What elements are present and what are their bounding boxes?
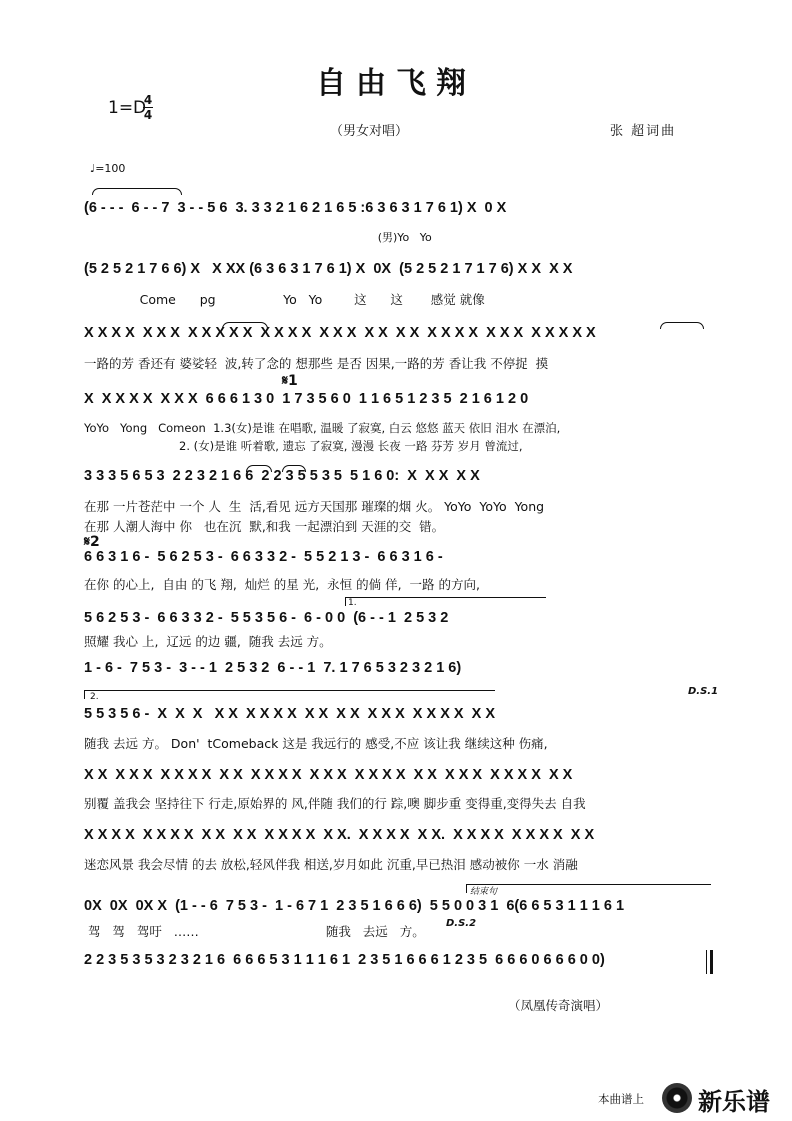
segno-2-mark: 𝄋2 — [84, 534, 100, 550]
slur-arc — [660, 322, 704, 329]
lyrics-row-10: 别覆 盖我会 坚持往下 行走,原始界的 风,伴随 我们的行 踪,噢 脚步重 变得重,变得失去 自我 — [84, 796, 586, 811]
time-signature-top: 4 — [143, 93, 153, 107]
notation-row-4: X X X X X X X X 6 6 6 1 3 0 1 7 3 5 6 0 1 1 6 5 1 2 3 5 2 1 6 1 2 0 — [84, 391, 529, 407]
segno-1-mark: 𝄋1 — [282, 373, 298, 389]
notation-row-8: 1 - 6 - 7 5 3 - 3 - - 1 2 5 3 2 6 - - 1 7. 1 7 6 5 3 2 3 2 1 6) — [84, 660, 462, 676]
slur-arc — [246, 465, 272, 472]
lyrics-row-9: 随我 去远 方。 Don' tComeback 这是 我远行的 感受,不应 该让我 继续这种 伤痛, — [84, 736, 548, 751]
lyrics-row-11: 迷恋风景 我会尽情 的去 放松,轻风伴我 相送,岁月如此 沉重,早已热泪 感动被你 一水 消融 — [84, 857, 578, 872]
vinyl-record-icon — [662, 1083, 692, 1113]
notation-row-12: 0X 0X 0X X (1 - - 6 7 5 3 - 1 - 6 7 1 2 3 5 1 6 6 6) 5 5 0 0 3 1 6(6 6 5 3 1 1 1 6 1 — [84, 898, 625, 914]
slur-arc — [92, 188, 182, 195]
lyrics-row-4: YoYo Yong Comeon 1.3(女)是谁 在唱歌, 温暖 了寂寞, 白云 悠悠 蓝天 依旧 泪水 在漂泊, — [84, 421, 561, 435]
notation-row-2: (5 2 5 2 1 7 6 6) X X XX (6 3 6 3 1 7 6 1) X 0X (5 2 5 2 1 7 1 7 6) X X X X — [84, 261, 573, 277]
slur-arc — [282, 465, 306, 472]
coda-label: 结束句 — [470, 887, 498, 897]
brand-logo-text: 新乐谱 — [698, 1088, 770, 1116]
lyrics-row-2: Come pg Yo Yo 这 这 感觉 就像 — [84, 292, 485, 307]
lyrics-row-4b: 2. (女)是谁 听着歌, 遗忘 了寂寞, 漫漫 长夜 一路 芬芳 岁月 曾流过, — [84, 439, 523, 453]
lyrics-row-1: (男)Yo Yo — [84, 231, 432, 244]
lyrics-row-7: 照耀 我心 上, 辽远 的边 疆, 随我 去远 方。 — [84, 634, 332, 649]
composer-credit: 张 超词曲 — [610, 124, 677, 139]
song-title: 自由飞翔 — [316, 66, 476, 101]
ending-1-mark: 1. — [348, 598, 357, 608]
notation-row-7: 5 6 2 5 3 - 6 6 3 3 2 - 5 5 3 5 6 - 6 - 0 0 (6 - - 1 2 5 3 2 — [84, 610, 449, 626]
notation-row-13: 2 2 3 5 3 5 3 2 3 2 1 6 6 6 6 5 3 1 1 1 6 1 2 3 5 1 6 6 6 1 2 3 5 6 6 6 0 6 6 6 0 0) — [84, 952, 605, 968]
lyrics-row-6: 在你 的心上, 自由 的飞 翔, 灿烂 的星 光, 永恒 的倘 佯, 一路 的方向, — [84, 577, 480, 592]
subtitle: （男女对唱） — [330, 124, 409, 139]
key-signature: 1=D — [108, 98, 147, 118]
time-signature — [143, 94, 153, 121]
ds2-mark: D.S.2 — [446, 918, 477, 929]
lyrics-row-5b: 在那 人潮人海中 你 也在沉 默,和我 一起漂泊到 天涯的交 错。 — [84, 519, 445, 534]
lyrics-row-5: 在那 一片苍茫中 一个 人 生 活,看见 远方天国那 璀璨的烟 火。 YoYo YoYo Yong — [84, 499, 545, 514]
notation-row-5: 3 3 3 5 6 5 3 2 2 3 2 1 6 6 2 2 3 5 5 3 5 5 1 6 0: X X X X X — [84, 468, 480, 484]
notation-row-6: 6 6 3 1 6 - 5 6 2 5 3 - 6 6 3 3 2 - 5 5 2 1 3 - 6 6 3 1 6 - — [84, 549, 443, 565]
credit-prefix: 本曲谱上 — [598, 1092, 644, 1106]
ds1-mark: D.S.1 — [688, 686, 719, 697]
volta-bracket-2 — [84, 690, 495, 699]
tempo-marking: ♩=100 — [90, 162, 126, 175]
volta-bracket-1 — [345, 597, 546, 606]
time-signature-bottom: 4 — [143, 108, 153, 122]
slur-arc — [222, 322, 268, 329]
notation-row-10: X X X X X X X X X X X X X X X X X X X X X X X X X X X X X X X X X — [84, 767, 573, 783]
ending-2-mark: 2. — [90, 692, 99, 702]
notation-row-11: X X X X X X X X X X X X X X X X X X. X X X X X X. X X X X X X X X X X — [84, 827, 595, 843]
performer-credit: （凤凰传奇演唱） — [508, 998, 609, 1013]
final-barline-thick — [710, 950, 713, 974]
notation-row-9: 5 5 3 5 6 - X X X X X X X X X X X X X X X X X X X X X X — [84, 706, 496, 722]
final-barline-thin — [706, 950, 707, 974]
lyrics-row-12: 驾 驾 驾吁 …… 随我 去远 方。 — [84, 924, 425, 939]
lyrics-row-3: 一路的芳 香还有 婆娑轻 波,转了念的 想那些 是否 因果,一路的芳 香让我 不停捉 摸 — [84, 356, 549, 371]
notation-row-1: (6 - - - 6 - - 7 3 - - 5 6 3. 3 3 2 1 6 2 1 6 5 :6 3 6 3 1 7 6 1) X 0 X — [84, 200, 507, 216]
notation-row-3: X X X X X X X X X X X X X X X X X X X X X X X X X X X X X X X X X X X — [84, 325, 596, 341]
coda-bracket — [466, 884, 711, 893]
